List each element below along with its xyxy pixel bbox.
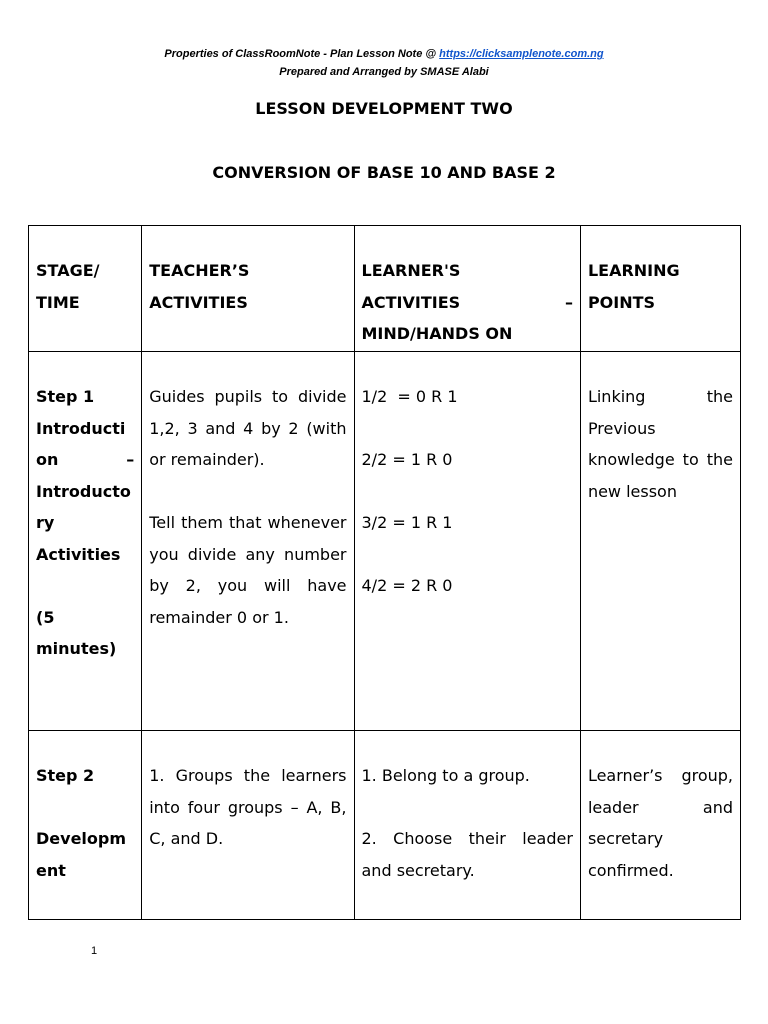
page-number: 1 xyxy=(91,945,98,957)
header-teacher-activities xyxy=(142,226,354,352)
header-text: LEARNER'S xyxy=(361,261,461,280)
table-row xyxy=(29,731,741,920)
table-header-row xyxy=(29,226,741,352)
header-text: ACTIVITIES xyxy=(149,292,248,312)
header-text: ACTIVITIES xyxy=(361,292,461,312)
header-text: TIME xyxy=(36,292,80,312)
teacher-paragraph: Guides pupils to divide 1,2, 3 and 4 by 2 (with or remainder). xyxy=(149,387,347,469)
header-attribution: Properties of ClassRoomNote - Plan Lesson Note @ xyxy=(164,48,440,60)
teacher-activities-cell xyxy=(142,352,354,731)
header-learning-points xyxy=(580,226,740,352)
learner-item: 3/2 = 1 R 1 xyxy=(361,513,453,532)
stage-text: ry xyxy=(36,513,55,532)
lesson-table xyxy=(28,225,741,920)
learning-points-cell xyxy=(580,731,740,920)
learner-item: 2/2 = 1 R 0 xyxy=(361,450,453,469)
header-text: MIND/HANDS ON xyxy=(361,324,513,343)
stage-cell xyxy=(29,731,142,920)
stage-cell xyxy=(29,352,142,731)
time-text: minutes) xyxy=(36,639,117,658)
stage-text: Step 1 xyxy=(36,387,95,406)
stage-text: Introducti xyxy=(36,418,126,438)
stage-text: Activities xyxy=(36,544,121,564)
learner-item: 4/2 = 2 R 0 xyxy=(361,576,453,595)
header-line-2: Prepared and Arranged by SMASE Alabi xyxy=(279,66,489,78)
time-text: (5 xyxy=(36,607,55,627)
header-text-line xyxy=(362,287,573,319)
learner-item: 2. Choose their leader and secretary. xyxy=(361,829,573,880)
header-text: TEACHER’S xyxy=(149,261,250,280)
page-title: LESSON DEVELOPMENT TWO xyxy=(255,99,513,118)
teacher-paragraph: Tell them that whenever you divide any number by 2, you will have remainder 0 or 1. xyxy=(149,513,347,627)
stage-text: on – xyxy=(36,450,135,469)
stage-text: Developm xyxy=(36,829,127,848)
table-row xyxy=(29,352,741,731)
header-link[interactable]: https://clicksamplenote.com.ng xyxy=(439,48,604,60)
learning-points-cell xyxy=(580,352,740,731)
header-text: LEARNING xyxy=(587,261,680,280)
learner-item: 1. Belong to a group. xyxy=(361,766,530,785)
header-text: STAGE/ xyxy=(36,261,100,280)
learner-activities-cell xyxy=(354,352,580,731)
header-text: POINTS xyxy=(587,292,656,312)
learning-point: Learner’s group, leader and secretary confirmed. xyxy=(587,766,733,880)
stage-text: ent xyxy=(36,860,66,880)
header-stage-time xyxy=(29,226,142,352)
stage-text: Introducto xyxy=(36,481,131,501)
stage-text: Step 2 xyxy=(36,766,95,785)
header-line-1 xyxy=(0,48,768,60)
teacher-activities-cell xyxy=(142,731,354,920)
learner-activities-cell xyxy=(354,731,580,920)
learner-item: 1/2 = 0 R 1 xyxy=(361,387,458,406)
learning-point: Linking the Previous knowledge to the new lesson xyxy=(587,387,733,501)
teacher-paragraph: 1. Groups the learners into four groups – A, B, C, and D. xyxy=(149,766,347,848)
page-subtitle: CONVERSION OF BASE 10 AND BASE 2 xyxy=(212,163,556,182)
header-text: – xyxy=(564,292,573,312)
header-learner-activities xyxy=(354,226,580,352)
